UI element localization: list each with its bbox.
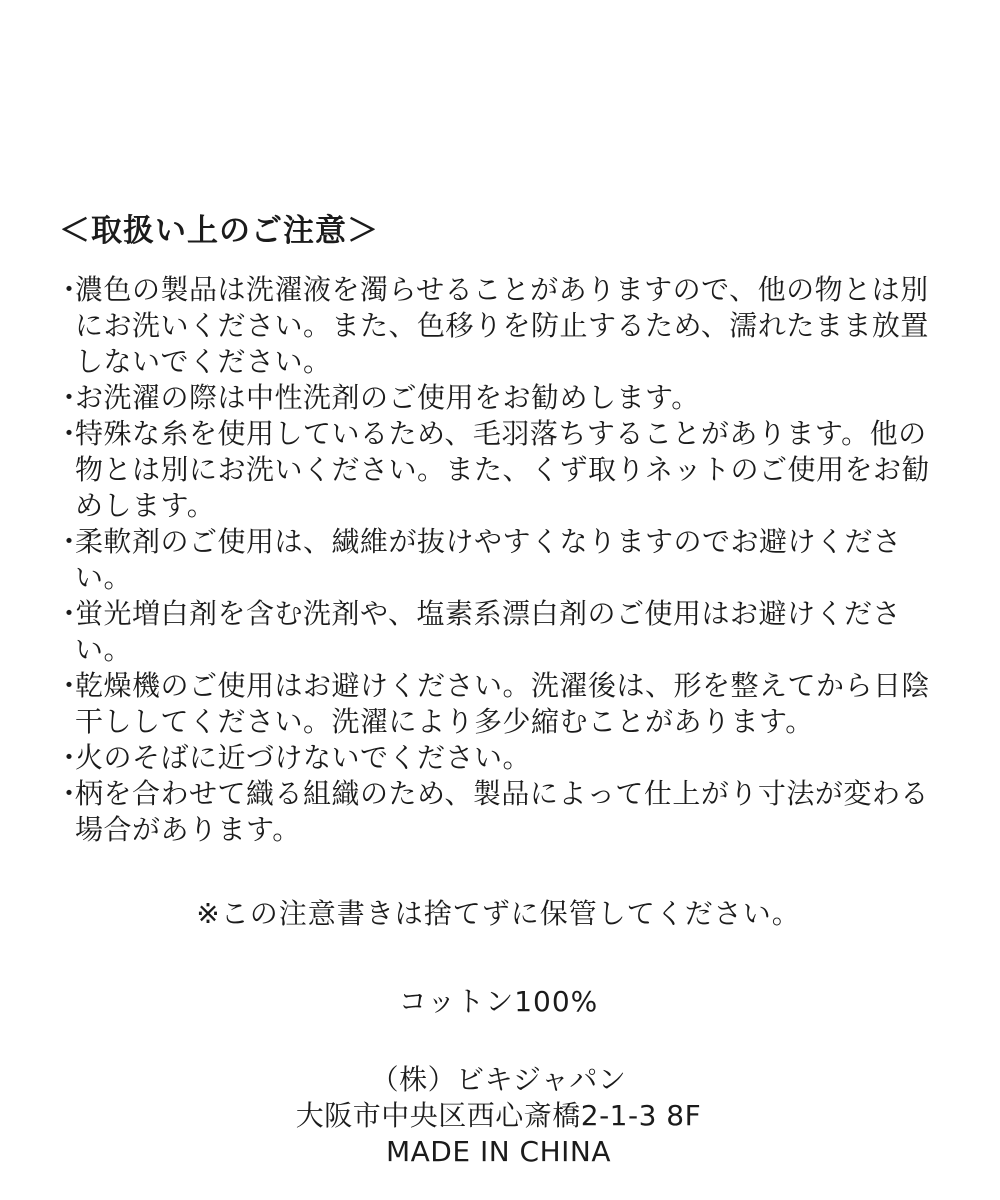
retain-notice: ※この注意書きは捨てずに保管してください。 bbox=[196, 897, 801, 930]
bullet-marker: ・ bbox=[55, 273, 84, 306]
care-instruction-item bbox=[55, 416, 942, 524]
material-composition: コットン100% bbox=[398, 985, 599, 1018]
care-instruction-item bbox=[55, 380, 942, 416]
care-instruction-item bbox=[55, 272, 942, 380]
care-instruction-item bbox=[55, 524, 942, 596]
country-of-origin: MADE IN CHINA bbox=[385, 1135, 612, 1168]
care-instruction-item bbox=[55, 596, 942, 668]
care-instructions-list bbox=[55, 272, 942, 848]
bullet-marker: ・ bbox=[55, 525, 84, 558]
manufacturer-info bbox=[55, 1062, 942, 1170]
bullet-marker: ・ bbox=[55, 381, 84, 414]
care-instruction-item bbox=[55, 740, 942, 776]
company-name: （株）ビキジャパン bbox=[370, 1063, 627, 1096]
care-instruction-text: 火のそばに近づけないでください。 bbox=[75, 741, 532, 774]
care-instruction-text: お洗濯の際は中性洗剤のご使用をお勧めします。 bbox=[75, 381, 700, 414]
care-instruction-text: 蛍光増白剤を含む洗剤や、塩素系漂白剤のご使用はお避けください。 bbox=[75, 597, 901, 666]
bullet-marker: ・ bbox=[55, 597, 84, 630]
care-instruction-text: 柄を合わせて織る組織のため、製品によって仕上がり寸法が変わる場合があります。 bbox=[75, 777, 929, 846]
care-instruction-text: 特殊な糸を使用しているため、毛羽落ちすることがあります。他の物とは別にお洗いください。また、くず取りネットのご使用をお勧めします。 bbox=[75, 417, 931, 522]
care-instruction-item bbox=[55, 776, 942, 848]
bullet-marker: ・ bbox=[55, 741, 84, 774]
bullet-marker: ・ bbox=[55, 417, 84, 450]
care-instruction-text: 柔軟剤のご使用は、繊維が抜けやすくなりますのでお避けください。 bbox=[75, 525, 902, 594]
care-instruction-text: 濃色の製品は洗濯液を濁らせることがありますので、他の物とは別にお洗いください。また、色移りを防止するため、濡れたまま放置しないでください。 bbox=[75, 273, 929, 378]
care-instruction-item bbox=[55, 668, 942, 740]
bullet-marker: ・ bbox=[55, 669, 84, 702]
care-instruction-text: 乾燥機のご使用はお避けください。洗濯後は、形を整えてから日陰干ししてください。洗濯により多少縮むことがあります。 bbox=[75, 669, 931, 738]
bullet-marker: ・ bbox=[55, 777, 84, 810]
company-address: 大阪市中央区西心斎橋2-1-3 8F bbox=[295, 1099, 702, 1132]
page-title: ＜取扱い上のご注意＞ bbox=[59, 213, 379, 249]
